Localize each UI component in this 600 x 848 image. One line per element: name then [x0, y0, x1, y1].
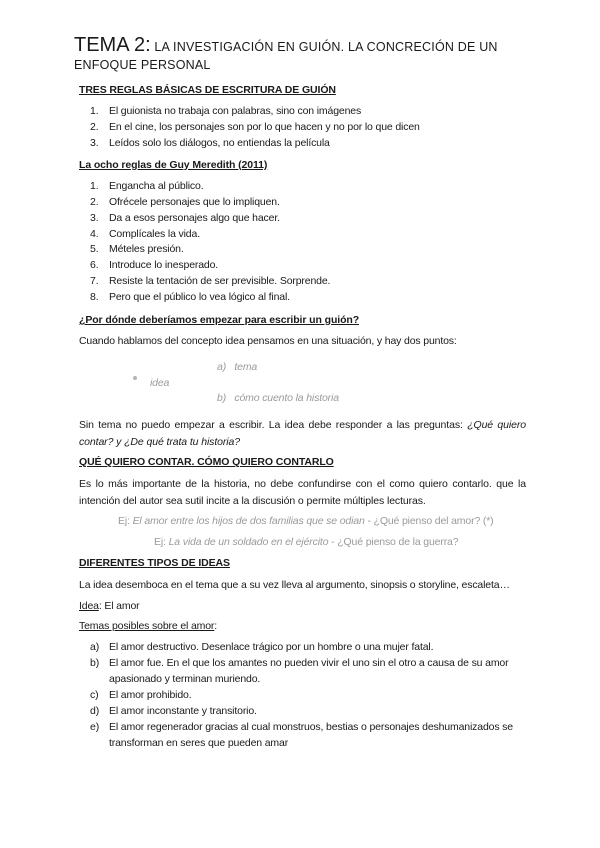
list-number: 1. [90, 180, 99, 192]
list-number: 3. [90, 137, 99, 149]
title-topic-number: TEMA 2: [74, 34, 151, 56]
bullet-icon [133, 376, 137, 380]
list-number: 2. [90, 196, 99, 208]
list-number: 3. [90, 212, 99, 224]
point-a-text: tema [234, 361, 258, 373]
importance-paragraph: Es lo más importante de la historia, no debe confundirse con el como quiero contarlo. que la intención del autor sea sutil incite a la discusión o permite múltiples lecturas. [79, 478, 526, 507]
temas-key: Temas posibles sobre el amor [79, 620, 215, 632]
list-text: El amor prohibido. [109, 689, 192, 701]
tipos-intro: La idea desemboca en el tema que a su vez lleva al argumento, sinopsis o storyline, escaleta… [79, 579, 510, 591]
list-text: Mételes presión. [109, 243, 184, 255]
idea-intro: Cuando hablamos del concepto idea pensamos en una situación, y hay dos puntos: [79, 335, 457, 347]
example-label: Ej: [118, 515, 133, 527]
list-text: El amor fue. En el que los amantes no pueden vivir el uno sin el otro a causa de su amor [109, 657, 509, 669]
section-heading-tres-reglas: TRES REGLAS BÁSICAS DE ESCRITURA DE GUIÓN [79, 84, 336, 96]
list-text: Leídos solo los diálogos, no entiendas la película [109, 137, 330, 149]
list-number: 7. [90, 275, 99, 287]
list-letter: d) [90, 705, 100, 717]
idea-value: : El amor [98, 600, 140, 612]
list-number: 6. [90, 259, 99, 271]
list-text: transforman en seres que pueden amar [109, 737, 289, 749]
list-number: 4. [90, 228, 99, 240]
list-number: 1. [90, 105, 99, 117]
list-text: Da a esos personajes algo que hacer. [109, 212, 280, 224]
tema-paragraph-text: Sin tema no puedo empezar a escribir. La idea debe responder a las preguntas: [79, 419, 468, 431]
idea-label: idea [150, 377, 170, 389]
title-text: LA INVESTIGACIÓN EN GUIÓN. LA CONCRECIÓN DE UN ENFOQUE PERSONAL [74, 40, 498, 72]
list-text: Pero que el público lo vea lógico al final. [109, 291, 290, 303]
example-war [154, 536, 458, 548]
list-text: El amor regenerador gracias al cual monstruos, bestias o personajes deshumanizados se [109, 721, 513, 733]
list-text: Complícales la vida. [109, 228, 200, 240]
list-letter: e) [90, 721, 100, 733]
list-text: apasionado y terminan muriendo. [109, 673, 261, 685]
point-b-marker: b) [217, 392, 227, 404]
list-text: En el cine, los personajes son por lo que hacen y no por lo que dicen [109, 121, 420, 133]
section-heading-por-donde-empezar: ¿Por dónde deberíamos empezar para escribir un guión? [79, 314, 360, 326]
point-a [217, 361, 257, 373]
section-heading-tipos-de-ideas: DIFERENTES TIPOS DE IDEAS [79, 557, 230, 569]
list-text: Resiste la tentación de ser previsible. Sorprende. [109, 275, 331, 287]
temas-colon: : [214, 620, 218, 632]
point-b-text: cómo cuento la historia [234, 392, 339, 404]
point-a-marker: a) [217, 361, 227, 373]
idea-line [79, 600, 140, 612]
list-text: Introduce lo inesperado. [109, 259, 219, 271]
example-love-title: El amor entre los hijos de dos familias que se odian [132, 515, 365, 527]
list-text: El guionista no trabaja con palabras, sino con imágenes [109, 105, 362, 117]
list-text: Ofrécele personajes que lo impliquen. [109, 196, 280, 208]
list-text: El amor destructivo. Desenlace trágico por un hombre o una mujer fatal. [109, 641, 434, 653]
example-love [118, 515, 494, 527]
list-letter: a) [90, 641, 100, 653]
list-number: 8. [90, 291, 99, 303]
list-number: 5. [90, 243, 99, 255]
list-letter: b) [90, 657, 100, 669]
example-war-title: La vida de un soldado en el ejército [168, 536, 329, 548]
list-number: 2. [90, 121, 99, 133]
section-heading-que-quiero-contar: QUÉ QUIERO CONTAR. CÓMO QUIERO CONTARLO [79, 456, 334, 468]
list-text: El amor inconstante y transitorio. [109, 705, 257, 717]
list-text: Engancha al público. [109, 180, 204, 192]
example-war-question: - ¿Qué pienso de la guerra? [328, 536, 459, 548]
tema-paragraph-questions: ¿Qué quiero contar? y ¿De qué trata tu historia? [79, 419, 527, 448]
point-b [217, 392, 339, 404]
example-label: Ej: [154, 536, 169, 548]
example-love-question: - ¿Qué pienso del amor? (*) [364, 515, 494, 527]
tema-paragraph [79, 417, 526, 450]
idea-key: Idea [79, 600, 99, 612]
list-letter: c) [90, 689, 99, 701]
temas-line [79, 620, 217, 632]
section-heading-guy-meredith: La ocho reglas de Guy Meredith (2011) [79, 159, 268, 171]
page-title [74, 36, 544, 74]
